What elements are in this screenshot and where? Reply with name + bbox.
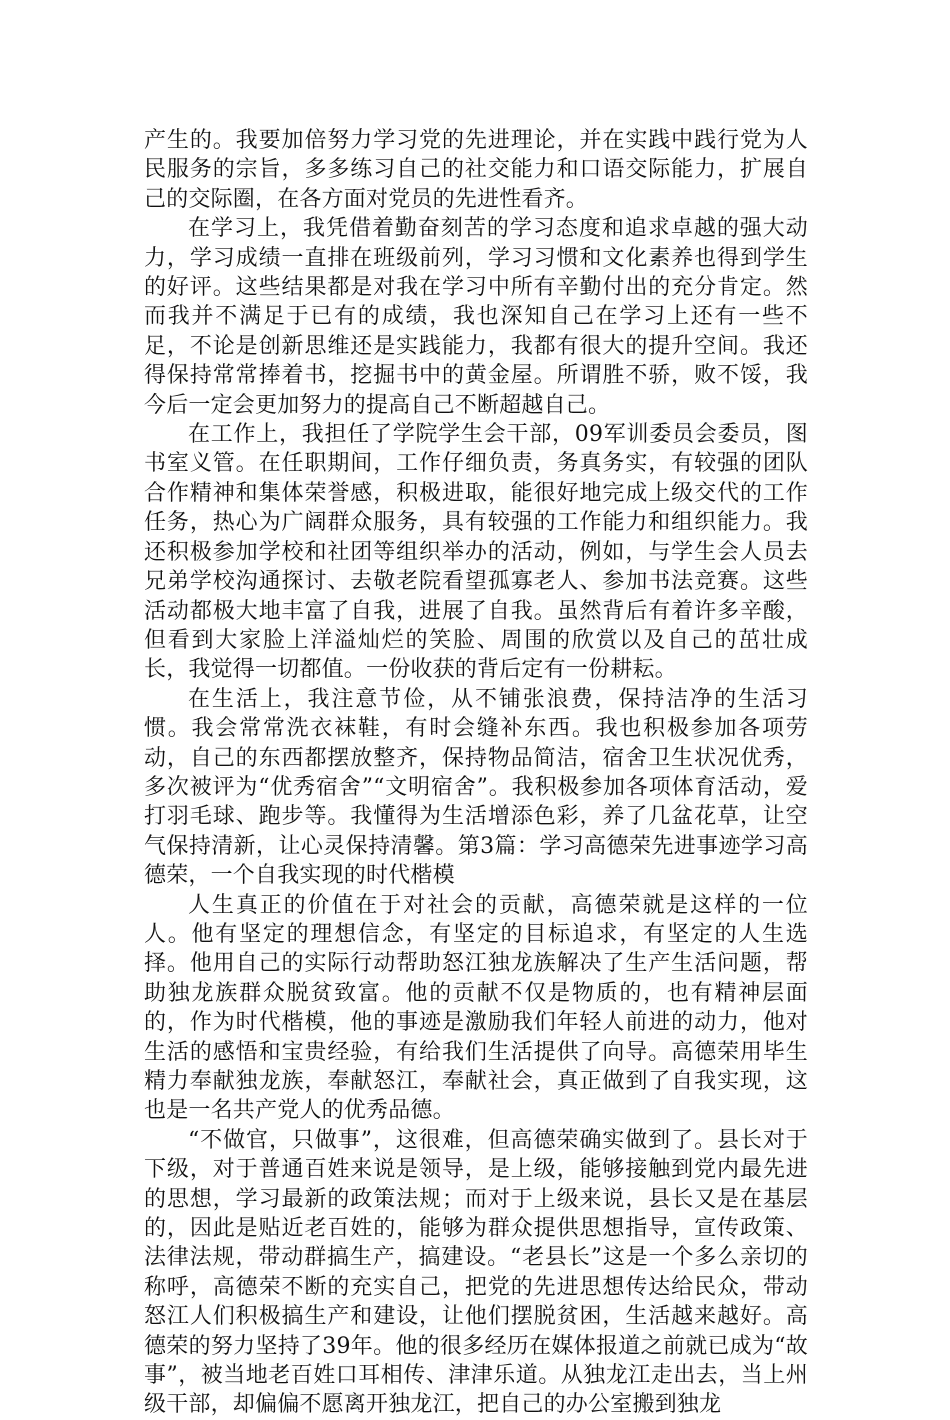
document-body xyxy=(144,126,808,1420)
paragraph-continuation: 产生的。我要加倍努力学习党的先进理论，并在实践中践行党为人民服务的宗旨，多多练习自己的社交能力和口语交际能力，扩展自己的交际圈，在各方面对党员的先进性看齐。 xyxy=(144,128,808,212)
paragraph-value: 人生真正的价值在于对社会的贡献，高德荣就是这样的一位人。他有坚定的理想信念，有坚定的目标追求，有坚定的人生选择。他用自己的实际行动帮助怒江独龙族解决了生产生活问题，帮助独龙族群众脱贫致富。他的贡献不仅是物质的，也有精神层面的，作为时代楷模，他的事迹是激励我们年轻人前进的动力，他对生活的感悟和宝贵经验，有给我们生活提供了向导。高德荣用毕生精力奉献独龙族，奉献怒江，奉献社会，真正做到了自我实现，这也是一名共产党人的优秀品德。 xyxy=(144,892,808,1124)
paragraph-official: “不做官，只做事”，这很难，但高德荣确实做到了。县长对于下级，对于普通百姓来说是领导，是上级，能够接触到党内最先进的思想，学习最新的政策法规；而对于上级来说，县长又是在基层的，因此是贴近老百姓的，能够为群众提供思想指导，宣传政策、法律法规，带动群搞生产，搞建设。“老县长”这是一个多么亲切的称呼，高德荣不断的充实自己，把党的先进思想传达给民众，带动怒江人们积极搞生产和建设，让他们摆脱贫困，生活越来越好。高德荣的努力坚持了39年。他的很多经历在媒体报道之前就已成为“故事”，被当地老百姓口耳相传、津津乐道。从独龙江走出去，当上州级干部，却偏偏不愿离开独龙江，把自己的办公室搬到独龙 xyxy=(144,1127,808,1418)
paragraph-life: 在生活上，我注意节俭，从不铺张浪费，保持洁净的生活习惯。我会常常洗衣袜鞋，有时会缝补东西。我也积极参加各项劳动，自己的东西都摆放整齐，保持物品简洁，宿舍卫生状况优秀，多次被评为“优秀宿舍”“文明宿舍”。我积极参加各项体育活动，爱打羽毛球、跑步等。我懂得为生活增添色彩，养了几盆花草，让空气保持清新，让心灵保持清馨。第3篇：学习高德荣先进事迹学习高德荣，一个自我实现的时代楷模 xyxy=(144,686,808,889)
paragraph-study: 在学习上，我凭借着勤奋刻苦的学习态度和追求卓越的强大动力，学习成绩一直排在班级前列，学习习惯和文化素养也得到学生的好评。这些结果都是对我在学习中所有辛勤付出的充分肯定。然而我并不满足于已有的成绩，我也深知自己在学习上还有一些不足，不论是创新思维还是实践能力，我都有很大的提升空间。我还得保持常常捧着书，挖掘书中的黄金屋。所谓胜不骄，败不馁，我今后一定会更加努力的提高自己不断超越自己。 xyxy=(144,216,808,418)
paragraph-work: 在工作上，我担任了学院学生会干部，09军训委员会委员，图书室义管。在任职期间，工作仔细负责，务真务实，有较强的团队合作精神和集体荣誉感，积极进取，能很好地完成上级交代的工作任务，热心为广阔群众服务，具有较强的工作能力和组织能力。我还积极参加学校和社团等组织举办的活动，例如，与学生会人员去兄弟学校沟通探讨、去敬老院看望孤寡老人、参加书法竞赛。这些活动都极大地丰富了自我，进展了自我。虽然背后有着许多辛酸，但看到大家脸上洋溢灿烂的笑脸、周围的欣赏以及自己的茁壮成长，我觉得一切都值。一份收获的背后定有一份耕耘。 xyxy=(144,422,808,683)
